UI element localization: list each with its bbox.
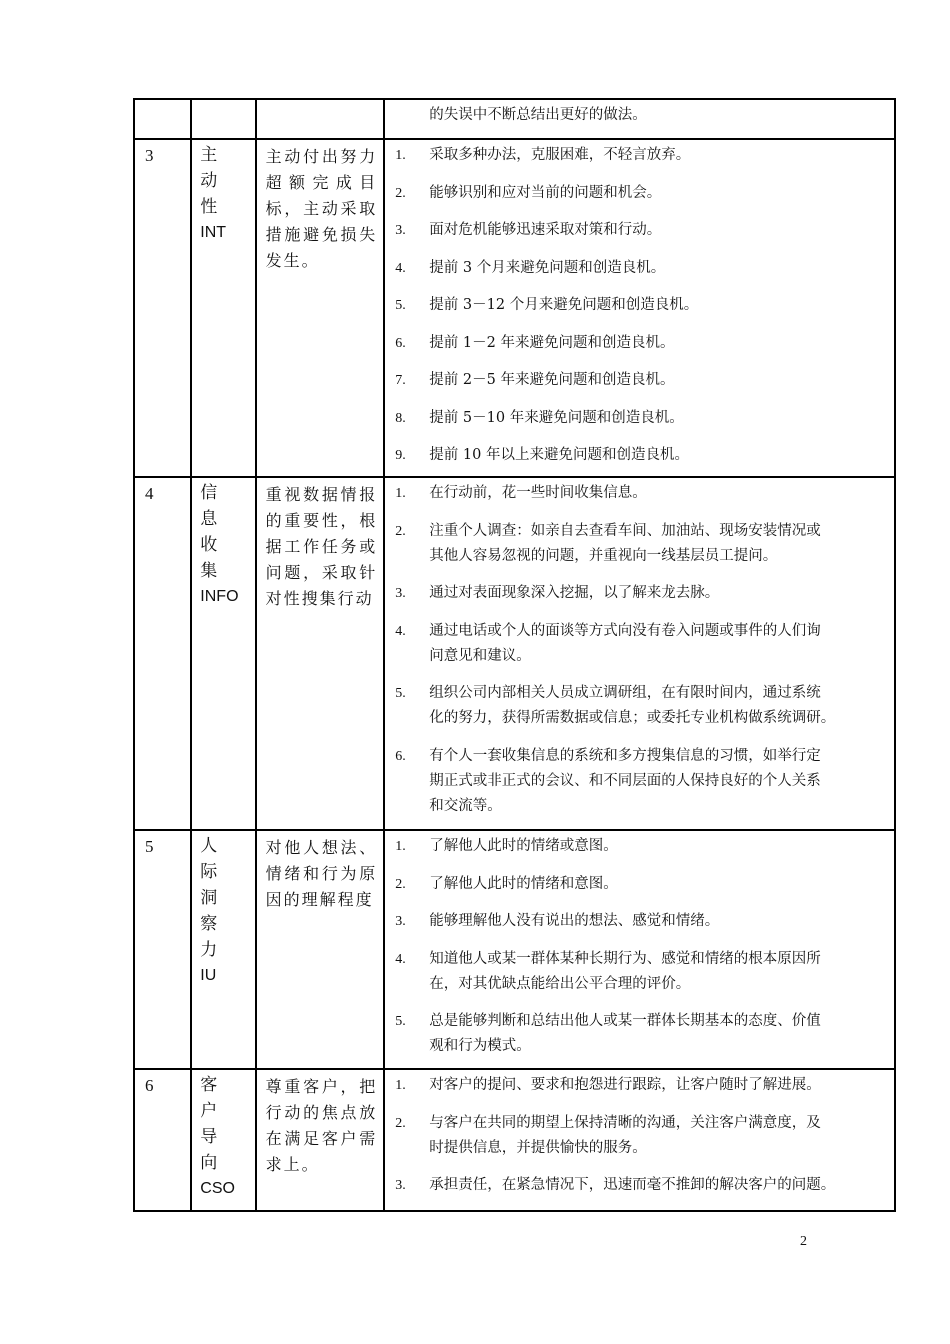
- level-description: 对客户的提问、要求和抱怨进行跟踪，让客户随时了解进展。: [429, 1077, 821, 1093]
- level-number: 6.: [395, 748, 406, 764]
- behavior-level-item: [385, 834, 894, 859]
- level-description: 面对危机能够迅速采取对策和行动。: [429, 222, 662, 238]
- definition-cell: [256, 1069, 385, 1211]
- behavior-level-list: [385, 831, 894, 1067]
- level-number: 3.: [395, 1178, 406, 1193]
- level-number: 1.: [395, 486, 406, 501]
- number-cell: [134, 139, 191, 477]
- level-description: 知道他人或某一群体某种长期行为、感觉和情绪的根本原因所 在，对其优缺点能给出公平合理的评价。: [429, 950, 821, 992]
- level-number: 3.: [395, 223, 406, 238]
- behavior-levels-cell: [384, 1069, 895, 1211]
- behavior-level-item: [385, 1111, 894, 1161]
- behavior-level-item: [385, 1173, 894, 1198]
- competency-code: INT: [200, 224, 227, 241]
- competency-number: 6: [145, 1076, 154, 1095]
- competency-definition: 重视数据情报的重要性，根据工作任务或问题，采取针对性搜集行动: [265, 485, 378, 608]
- level-description: 总是能够判断和总结出他人或某一群体长期基本的态度、价值 观和行为模式。: [429, 1013, 821, 1054]
- competency-name-block: [192, 1070, 254, 1202]
- level-number: 4.: [395, 951, 406, 967]
- behavior-levels-cell: [384, 830, 895, 1069]
- behavior-level-item: [385, 443, 894, 468]
- level-number: 4.: [395, 260, 406, 276]
- level-number: 2.: [395, 876, 406, 892]
- level-number: 3.: [395, 586, 406, 601]
- number-cell: [134, 1069, 191, 1211]
- cont-def-cell: [256, 99, 385, 139]
- level-description: 采取多种办法，克服困难，不轻言放弃。: [429, 147, 691, 163]
- name-cell: [191, 139, 255, 477]
- behavior-level-item: [385, 1009, 894, 1059]
- competency-definition: 对他人想法、情绪和行为原因的理解程度: [265, 838, 378, 909]
- competency-table: [133, 98, 896, 1212]
- behavior-level-item: [385, 947, 894, 997]
- level-description: 提前 10 年以上来避免问题和创造良机。: [429, 447, 689, 463]
- competency-definition: 主动付出努力超额完成目标，主动采取措施避免损失发生。: [265, 147, 378, 270]
- competency-number: 3: [145, 146, 154, 165]
- level-number: 2.: [395, 1115, 406, 1131]
- continuation-text: 的失误中不断总结出更好的做法。: [429, 107, 647, 123]
- level-description: 提前 5－10 年来避免问题和创造良机。: [429, 409, 684, 426]
- level-description: 承担责任，在紧急情况下，迅速而毫不推卸的解决客户的问题。: [429, 1177, 836, 1193]
- competency-number: 5: [145, 837, 154, 856]
- behavior-level-item: [385, 909, 894, 934]
- level-number: 5.: [395, 1014, 406, 1029]
- competency-table-body: [134, 99, 895, 1211]
- behavior-level-list: [385, 478, 894, 827]
- level-number: 6.: [395, 335, 406, 351]
- competency-name: 客户导向: [200, 1075, 228, 1173]
- behavior-levels-cell: [384, 477, 895, 830]
- competency-code: IU: [200, 967, 217, 984]
- level-number: 5.: [395, 298, 406, 313]
- behavior-level-item: [385, 619, 894, 669]
- cont-name-cell: [191, 99, 255, 139]
- behavior-level-item: [385, 331, 894, 356]
- competency-name: 人际洞察力: [200, 836, 228, 960]
- level-number: 3.: [395, 914, 406, 929]
- behavior-level-item: [385, 481, 894, 506]
- behavior-level-item: [385, 681, 894, 731]
- level-number: 2.: [395, 523, 406, 539]
- level-number: 2.: [395, 185, 406, 201]
- behavior-level-item: [385, 143, 894, 168]
- behavior-level-item: [385, 872, 894, 897]
- level-number: 1.: [395, 839, 406, 854]
- competency-definition: 尊重客户，把行动的焦点放在满足客户需求上。: [265, 1077, 378, 1174]
- level-number: 8.: [395, 410, 406, 426]
- definition-cell: [256, 477, 385, 830]
- competency-name-block: [192, 140, 254, 246]
- behavior-level-item: [385, 218, 894, 243]
- competency-name: 信息收集: [200, 483, 228, 581]
- level-number: 5.: [395, 686, 406, 701]
- behavior-level-item: [385, 519, 894, 569]
- behavior-level-item: [385, 1073, 894, 1098]
- behavior-level-item: [385, 406, 894, 431]
- level-number: 7.: [395, 373, 406, 388]
- level-description: 注重个人调查：如亲自去查看车间、加油站、现场安装情况或 其他人容易忽视的问题，并重视向一线基层员工提问。: [429, 522, 821, 564]
- level-description: 提前 1－2 年来避免问题和创造良机。: [429, 334, 675, 351]
- level-description: 有个人一套收集信息的系统和多方搜集信息的习惯，如举行定 期正式或非正式的会议、和不同层面的人保持良好的个人关系 和交流等。: [429, 747, 821, 814]
- competency-row: [134, 1069, 895, 1211]
- page-number: 2: [800, 1234, 807, 1249]
- behavior-levels-cell: [384, 139, 895, 477]
- level-number: 1.: [395, 148, 406, 163]
- cont-num-cell: [134, 99, 191, 139]
- level-description: 能够理解他人没有说出的想法、感觉和情绪。: [429, 913, 720, 929]
- competency-name-block: [192, 478, 254, 610]
- definition-cell: [256, 830, 385, 1069]
- level-number: 9.: [395, 448, 406, 463]
- level-description: 能够识别和应对当前的问题和机会。: [429, 184, 662, 201]
- competency-row: [134, 830, 895, 1069]
- name-cell: [191, 830, 255, 1069]
- level-description: 在行动前，花一些时间收集信息。: [429, 485, 647, 501]
- name-cell: [191, 477, 255, 830]
- level-description: 了解他人此时的情绪或意图。: [429, 838, 618, 854]
- number-cell: [134, 830, 191, 1069]
- competency-name: 主动性: [200, 145, 228, 217]
- competency-code: CSO: [200, 1180, 235, 1197]
- competency-code: INFO: [200, 588, 239, 605]
- competency-name-block: [192, 831, 254, 989]
- behavior-level-item: [385, 368, 894, 393]
- level-description: 提前 3－12 个月来避免问题和创造良机。: [429, 297, 699, 313]
- level-description: 通过电话或个人的面谈等方式向没有卷入问题或事件的人们询 问意见和建议。: [429, 622, 821, 664]
- behavior-level-list: [385, 140, 894, 476]
- number-cell: [134, 477, 191, 830]
- behavior-level-list: [385, 1070, 894, 1206]
- competency-row: [134, 477, 895, 830]
- behavior-level-item: [385, 181, 894, 206]
- level-description: 提前 3 个月来避免问题和创造良机。: [429, 259, 666, 276]
- level-description: 组织公司内部相关人员成立调研组，在有限时间内，通过系统 化的努力，获得所需数据或信息；或委托专业机构做系统调研。: [429, 685, 836, 726]
- behavior-level-item: [385, 581, 894, 606]
- level-description: 通过对表面现象深入挖掘，以了解来龙去脉。: [429, 585, 720, 601]
- behavior-level-item: [385, 744, 894, 819]
- cont-items-cell: [384, 99, 895, 139]
- level-description: 了解他人此时的情绪和意图。: [429, 875, 618, 892]
- competency-number: 4: [145, 484, 154, 503]
- level-description: 与客户在共同的期望上保持清晰的沟通，关注客户满意度，及 时提供信息，并提供愉快的服务。: [429, 1114, 821, 1156]
- continuation-row: [134, 99, 895, 139]
- behavior-level-item: [385, 293, 894, 318]
- behavior-level-item: [385, 256, 894, 281]
- name-cell: [191, 1069, 255, 1211]
- competency-row: [134, 139, 895, 477]
- level-description: 提前 2－5 年来避免问题和创造良机。: [429, 372, 675, 388]
- level-number: 4.: [395, 623, 406, 639]
- level-number: 1.: [395, 1078, 406, 1093]
- definition-cell: [256, 139, 385, 477]
